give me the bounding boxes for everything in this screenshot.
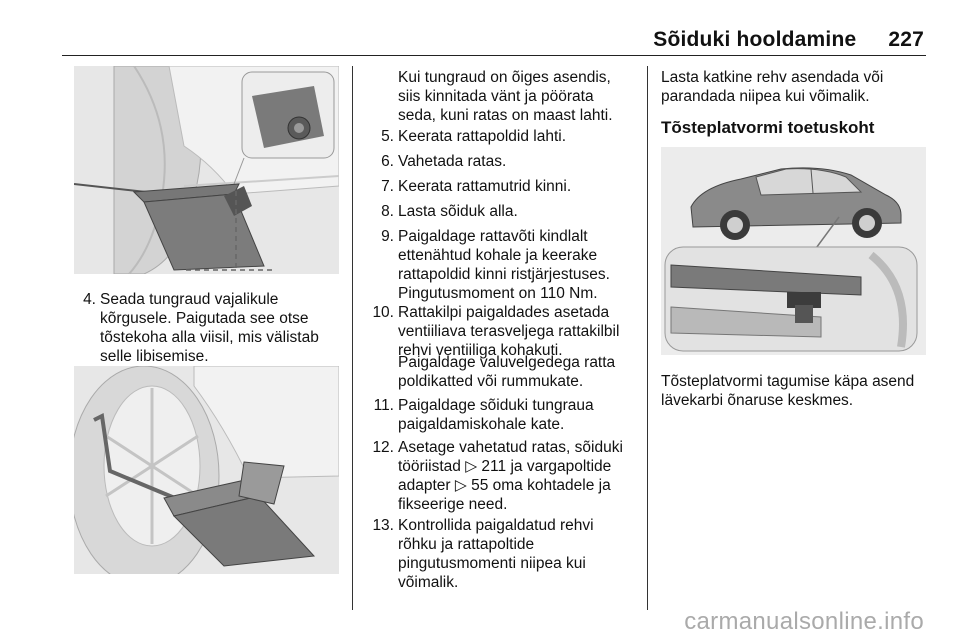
text-line: Paigaldage sõiduki tungraua [398,397,594,414]
text-line: poldikatted või rummukate. [398,373,584,390]
section-subheading: Tõsteplatvormi toetuskoht [661,118,875,137]
header-rule [62,55,926,56]
text-line: rattapoldid kinni ristjärjestuses. [398,266,610,283]
text-line: siis kinnitada vänt ja pöörata [398,88,594,105]
figure-jack-crank [74,366,339,574]
text-line: lävekarbi õnaruse keskmes. [661,392,854,409]
text-line: paigaldamiskohale kate. [398,416,565,433]
figure-caption [661,372,936,410]
step-10-note [398,353,642,391]
step-text [398,438,642,514]
step-number: 4. [83,291,96,308]
step-number: 8. [381,203,394,220]
page-number: 227 [888,28,924,51]
list-item-step-13 [360,516,642,592]
step-number: 9. [381,228,394,245]
step-number: 11. [373,397,394,414]
lift-point-illustration [661,147,926,355]
text-line: ettenähtud kohale ja keerake [398,247,598,264]
text-line: parandada niipea kui võimalik. [661,88,870,105]
text-line: fikseerige need. [398,496,508,513]
text-line: Tõsteplatvormi tagumise käpa asend [661,373,915,390]
step-text [398,516,642,592]
step-text [398,177,642,196]
text-line: Vahetada ratas. [398,153,507,170]
step-text [398,127,642,146]
text-line: Seada tungraud vajalikule [100,291,279,308]
text-line: Lasta sõiduk alla. [398,203,518,220]
text-line: ventiiliava terasveljega rattakilbil [398,323,620,340]
figure-jack-position [74,66,339,274]
text-line: Keerata rattamutrid kinni. [398,178,572,195]
text-line: seda, kuni ratas on maast lahti. [398,107,613,124]
step-text [100,290,340,366]
list-item-step-12 [360,438,642,514]
text-line: pingutusmomenti niipea kui [398,555,586,572]
intro-paragraph [398,68,638,125]
text-line: kõrgusele. Paigutada see otse [100,310,309,327]
step-text [398,303,642,360]
text-line: Paigaldage valuvelgedega ratta [398,354,616,371]
step-number: 5. [381,128,394,145]
jack-crank-illustration [74,366,339,574]
list-item-step-9 [372,227,642,303]
step-number: 13. [372,517,394,534]
text-line: Rattakilpi paigaldades asetada [398,304,610,321]
list-item-step-10 [360,303,642,360]
text-line: Asetage vahetatud ratas, sõiduki [398,439,623,456]
text-line: tööriistad ▷ 211 ja vargapoltide [398,458,612,475]
figure-lift-point [661,147,926,355]
text-line: Pingutusmoment on 110 Nm. [398,285,598,302]
step-number: 10. [372,304,394,321]
text-line: selle libisemise. [100,348,209,365]
text-line: tõstekoha alla viisil, mis välistab [100,329,319,346]
step-number: 6. [381,153,394,170]
text-line: Lasta katkine rehv asendada või [661,69,884,86]
step-number: 7. [381,178,394,195]
step-text [398,396,642,434]
step-text [398,202,642,221]
text-line: Kontrollida paigaldatud rehvi [398,517,594,534]
list-item-step-5 [372,127,642,146]
list-item-step-7 [372,177,642,196]
text-line: Kui tungraud on õiges asendis, [398,69,611,86]
watermark: carmanualsonline.info [684,608,924,635]
column-divider-right [647,66,648,610]
text-line: rehvi ventiiliga kohakuti. [398,342,563,359]
jack-position-illustration [74,66,339,274]
text-line: rõhku ja rattapoltide [398,536,535,553]
right-intro-paragraph [661,68,931,106]
list-item-step-6 [372,152,642,171]
header-title: Sõiduki hooldamine [653,28,857,51]
step-number: 12. [372,439,394,456]
step-text [398,227,642,303]
page-header [653,28,924,52]
column-divider-left [352,66,353,610]
list-item-step-4 [80,290,340,366]
text-line: võimalik. [398,574,459,591]
step-text [398,152,642,171]
text-line: adapter ▷ 55 oma kohtadele ja [398,477,611,494]
text-line: Paigaldage rattavõti kindlalt [398,228,588,245]
list-item-step-11 [360,396,642,434]
text-line: Keerata rattapoldid lahti. [398,128,567,145]
list-item-step-8 [372,202,642,221]
